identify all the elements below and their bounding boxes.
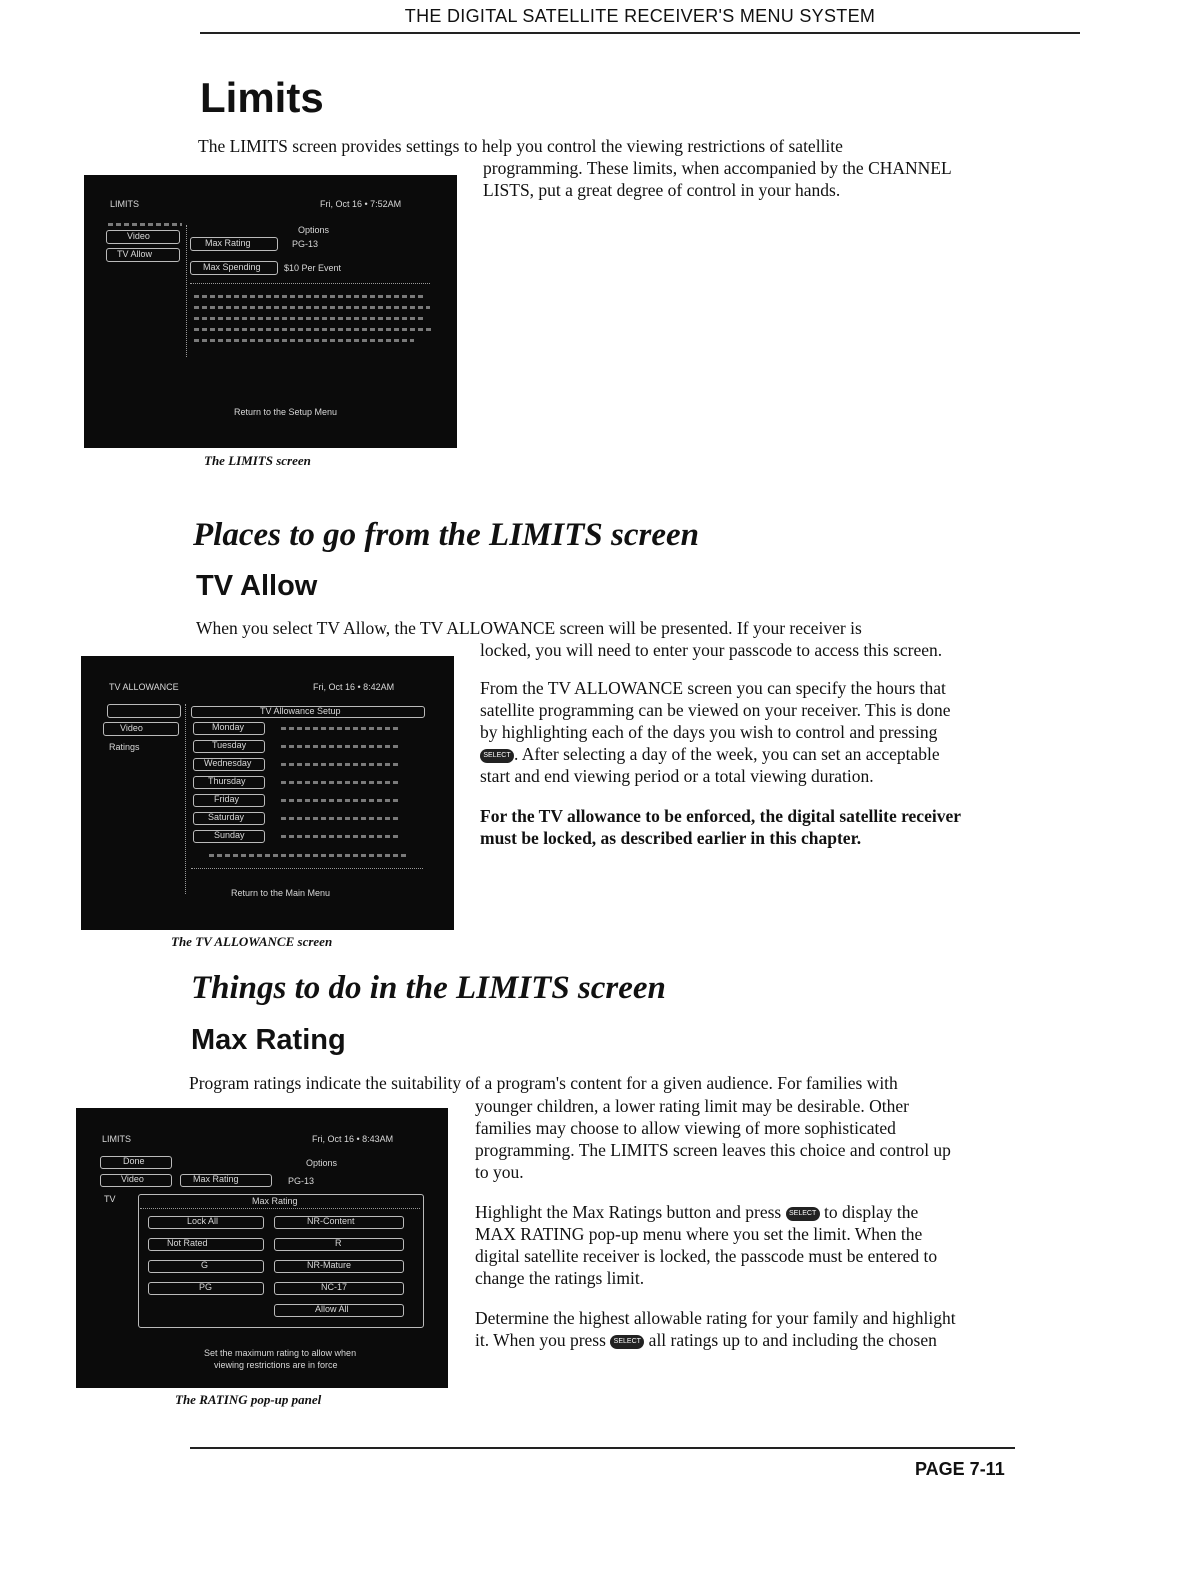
day-times bbox=[281, 745, 401, 748]
day-times bbox=[281, 835, 401, 838]
running-header: THE DIGITAL SATELLITE RECEIVER'S MENU SYSTEM bbox=[404, 6, 876, 26]
max-rating-para-2-line-2: families may choose to allow viewing of more sophisticated bbox=[475, 1118, 896, 1138]
faint-line bbox=[108, 223, 182, 226]
select-button-icon: SELECT bbox=[786, 1207, 820, 1221]
screen-title: LIMITS bbox=[110, 199, 140, 209]
rating-option: NC-17 bbox=[274, 1282, 404, 1295]
tv-allow-heading: TV Allow bbox=[196, 570, 318, 602]
options-label: Options bbox=[298, 225, 330, 235]
faint-help-line bbox=[194, 306, 430, 309]
popup-footer-line-2: viewing restrictions are in force bbox=[214, 1360, 338, 1370]
tv-allowance-screen-image bbox=[81, 656, 454, 930]
rating-option: NR-Content bbox=[274, 1216, 404, 1229]
limits-screen-caption: The LIMITS screen bbox=[204, 453, 311, 468]
day-button: Saturday bbox=[193, 812, 265, 825]
divider bbox=[186, 225, 187, 357]
tv-allow-para-4-line-1: For the TV allowance to be enforced, the digital satellite receiver bbox=[480, 806, 961, 826]
done-button: Done bbox=[100, 1156, 172, 1169]
faint-help-line bbox=[194, 339, 414, 342]
places-heading: Places to go from the LIMITS screen bbox=[193, 517, 699, 553]
screen-title: TV ALLOWANCE bbox=[109, 682, 179, 692]
rating-option: NR-Mature bbox=[274, 1260, 404, 1273]
tv-allowance-screen-caption: The TV ALLOWANCE screen bbox=[171, 934, 333, 949]
select-button-icon: SELECT bbox=[480, 749, 514, 763]
rating-option: R bbox=[274, 1238, 404, 1251]
screen-datetime: Fri, Oct 16 • 7:52AM bbox=[320, 199, 402, 209]
panel-title-box: TV Allowance Setup bbox=[191, 706, 425, 718]
day-button: Wednesday bbox=[193, 758, 265, 771]
day-button: Thursday bbox=[193, 776, 265, 789]
tv-allow-para-2: locked, you will need to enter your passcode to access this screen. bbox=[480, 640, 943, 660]
max-spending-button: Max Spending bbox=[190, 261, 278, 275]
rule bbox=[190, 283, 430, 284]
rule bbox=[191, 868, 423, 869]
day-times bbox=[281, 763, 401, 766]
rating-option: Lock All bbox=[148, 1216, 264, 1229]
max-rating-para-2-line-4: to you. bbox=[475, 1162, 524, 1182]
tv-allow-para-4-line-2: must be locked, as described earlier in this chapter. bbox=[480, 828, 862, 848]
select-button-icon: SELECT bbox=[610, 1335, 644, 1349]
screen-footer: Return to the Main Menu bbox=[231, 888, 331, 898]
page-title: Limits bbox=[200, 74, 324, 121]
ratings-button: Ratings bbox=[109, 742, 140, 752]
day-button: Tuesday bbox=[193, 740, 265, 753]
intro-line-2: programming. These limits, when accompanied by the CHANNEL bbox=[483, 158, 952, 178]
max-rating-para-1: Program ratings indicate the suitability of a program's content for a given audience. For families with bbox=[189, 1073, 898, 1093]
rule bbox=[140, 1208, 420, 1209]
faint-help-line bbox=[194, 295, 424, 298]
max-rating-para-4-line-2: it. When you press SELECT all ratings up to and including the chosen bbox=[475, 1330, 937, 1350]
day-button: Friday bbox=[193, 794, 265, 807]
video-button: Video bbox=[106, 230, 180, 244]
tv-allow-para-1: When you select TV Allow, the TV ALLOWANCE screen will be presented. If your receiver is bbox=[196, 618, 862, 638]
video-button: Video bbox=[100, 1174, 172, 1187]
max-spending-value: $10 Per Event bbox=[284, 263, 342, 273]
max-rating-para-2-line-3: programming. The LIMITS screen leaves this choice and control up bbox=[475, 1140, 951, 1160]
max-rating-button: Max Rating bbox=[180, 1174, 272, 1187]
tv-allow-para-3-line-4: SELECT . After selecting a day of the week, you can set an acceptable bbox=[480, 744, 1080, 765]
tv-allow-para-3-line-3: by highlighting each of the days you wish to control and pressing bbox=[480, 722, 938, 742]
screen-datetime: Fri, Oct 16 • 8:43AM bbox=[312, 1134, 394, 1144]
screen-footer: Return to the Setup Menu bbox=[234, 407, 338, 417]
max-rating-para-3-line-4: change the ratings limit. bbox=[475, 1268, 645, 1288]
faint-help-line bbox=[194, 317, 426, 320]
tv-allow-para-3-line-1: From the TV ALLOWANCE screen you can specify the hours that bbox=[480, 678, 946, 698]
day-times bbox=[281, 781, 401, 784]
max-rating-para-2-line-1: younger children, a lower rating limit may be desirable. Other bbox=[475, 1096, 909, 1116]
max-rating-para-3-line-2: MAX RATING pop-up menu where you set the limit. When the bbox=[475, 1224, 923, 1244]
footer-rule bbox=[190, 1447, 1015, 1449]
rating-option: PG bbox=[148, 1282, 264, 1295]
tv-allow-para-3-line-2: satellite programming can be viewed on your receiver. This is done bbox=[480, 700, 951, 720]
max-rating-para-4-line-1: Determine the highest allowable rating for your family and highlight bbox=[475, 1308, 956, 1328]
rating-option: Not Rated bbox=[148, 1238, 264, 1251]
page-number: PAGE 7-11 bbox=[915, 1459, 1005, 1479]
faint-help-line bbox=[209, 854, 409, 857]
popup-footer-line-1: Set the maximum rating to allow when bbox=[204, 1348, 357, 1358]
tv-allow-para-3-line-5: start and end viewing period or a total viewing duration. bbox=[480, 766, 874, 786]
day-button: Monday bbox=[193, 722, 265, 735]
video-button: Video bbox=[103, 722, 179, 736]
max-rating-para-3-line-1: Highlight the Max Ratings button and press SELECT to display the bbox=[475, 1202, 919, 1222]
options-label: Options bbox=[306, 1158, 338, 1168]
day-times bbox=[281, 799, 401, 802]
day-button: Sunday bbox=[193, 830, 265, 843]
intro-line-1: The LIMITS screen provides settings to help you control the viewing restrictions of satellite bbox=[198, 136, 843, 156]
max-rating-button: Max Rating bbox=[190, 237, 278, 251]
tv-allow-button: TV Allow bbox=[106, 248, 180, 262]
faint-help-line bbox=[194, 328, 432, 331]
tv-button: TV bbox=[104, 1194, 116, 1204]
rating-popup-screen-image bbox=[76, 1108, 448, 1388]
rating-popup-caption: The RATING pop-up panel bbox=[175, 1392, 322, 1407]
highlighted-button bbox=[107, 704, 181, 718]
limits-screen-image bbox=[84, 175, 457, 448]
divider bbox=[185, 704, 186, 894]
rating-option: G bbox=[148, 1260, 264, 1273]
intro-line-3: LISTS, put a great degree of control in your hands. bbox=[483, 180, 841, 200]
screen-datetime: Fri, Oct 16 • 8:42AM bbox=[313, 682, 395, 692]
screen-title: LIMITS bbox=[102, 1134, 132, 1144]
day-times bbox=[281, 817, 401, 820]
header-rule bbox=[200, 32, 1080, 34]
max-rating-para-3-line-3: digital satellite receiver is locked, the passcode must be entered to bbox=[475, 1246, 938, 1266]
rating-option: Allow All bbox=[274, 1304, 404, 1317]
max-rating-heading: Max Rating bbox=[191, 1024, 346, 1056]
popup-title: Max Rating bbox=[252, 1196, 298, 1206]
day-times bbox=[281, 727, 401, 730]
max-rating-value: PG-13 bbox=[292, 239, 319, 249]
things-heading: Things to do in the LIMITS screen bbox=[191, 970, 666, 1006]
max-rating-value: PG-13 bbox=[288, 1176, 315, 1186]
